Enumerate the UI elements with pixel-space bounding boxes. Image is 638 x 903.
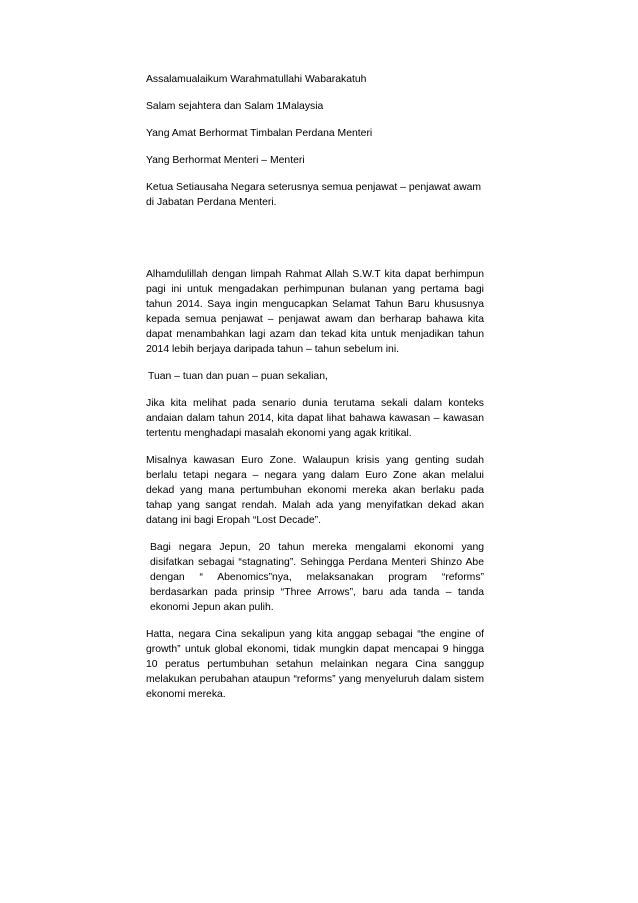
greeting-line: Assalamualaikum Warahmatullahi Wabarakatuh	[146, 74, 367, 85]
paragraph: Bagi negara Jepun, 20 tahun mereka mengalami ekonomi yang disifatkan sebagai “stagnating”. Sehingga Perdana Menteri Shinzo Abe dengan “ Abenomics”nya, melaksanakan program “reforms” berdasarkan pada prinsip “Three Arrows”, baru ada tanda – tanda ekonomi Jepun akan pulih.	[150, 542, 484, 613]
speech-text	[146, 72, 484, 714]
spacer	[146, 222, 484, 267]
paragraph: Jika kita melihat pada senario dunia terutama sekali dalam konteks andaian dalam tahun 2014, kita dapat lihat bahawa kawasan – kawasan tertentu menghadapi masalah ekonomi yang agak kritikal.	[146, 398, 484, 439]
paragraph: Misalnya kawasan Euro Zone. Walaupun krisis yang genting sudah berlalu tetapi negara – negara yang dalam Euro Zone akan melalui dekad yang mana pertumbuhan ekonomi mereka akan berlaku pada tahap yang sangat rendah. Malah ada yang menyifatkan dekad akan datang ini bagi Eropah “Lost Decade”.	[146, 455, 484, 526]
greeting-line: Salam sejahtera dan Salam 1Malaysia	[146, 101, 324, 112]
greeting-line: Ketua Setiausaha Negara seterusnya semua penjawat – penjawat awam di Jabatan Perdana Menteri.	[146, 182, 482, 208]
paragraph: Hatta, negara Cina sekalipun yang kita anggap sebagai “the engine of growth” untuk global ekonomi, tidak mungkin dapat mencapai 9 hingga 10 peratus pertumbuhan setahun melainkan negara Cina sanggup melakukan perubahan ataupun “reforms” yang menyeluruh dalam sistem ekonomi mereka.	[146, 629, 484, 700]
paragraph: Alhamdulillah dengan limpah Rahmat Allah S.W.T kita dapat berhimpun pagi ini untuk mengadakan perhimpunan bulanan yang pertama bagi tahun 2014. Saya ingin mengucapkan Selamat Tahun Baru khususnya kepada semua penjawat – penjawat awam dan berharap bahawa kita dapat menambahkan lagi azam dan tekad kita untuk menjadikan tahun 2014 lebih berjaya daripada tahun – tahun sebelum ini.	[146, 269, 484, 355]
salutation: Tuan – tuan dan puan – puan sekalian,	[148, 371, 328, 382]
greeting-line: Yang Berhormat Menteri – Menteri	[146, 155, 305, 166]
greeting-line: Yang Amat Berhormat Timbalan Perdana Menteri	[146, 128, 373, 139]
